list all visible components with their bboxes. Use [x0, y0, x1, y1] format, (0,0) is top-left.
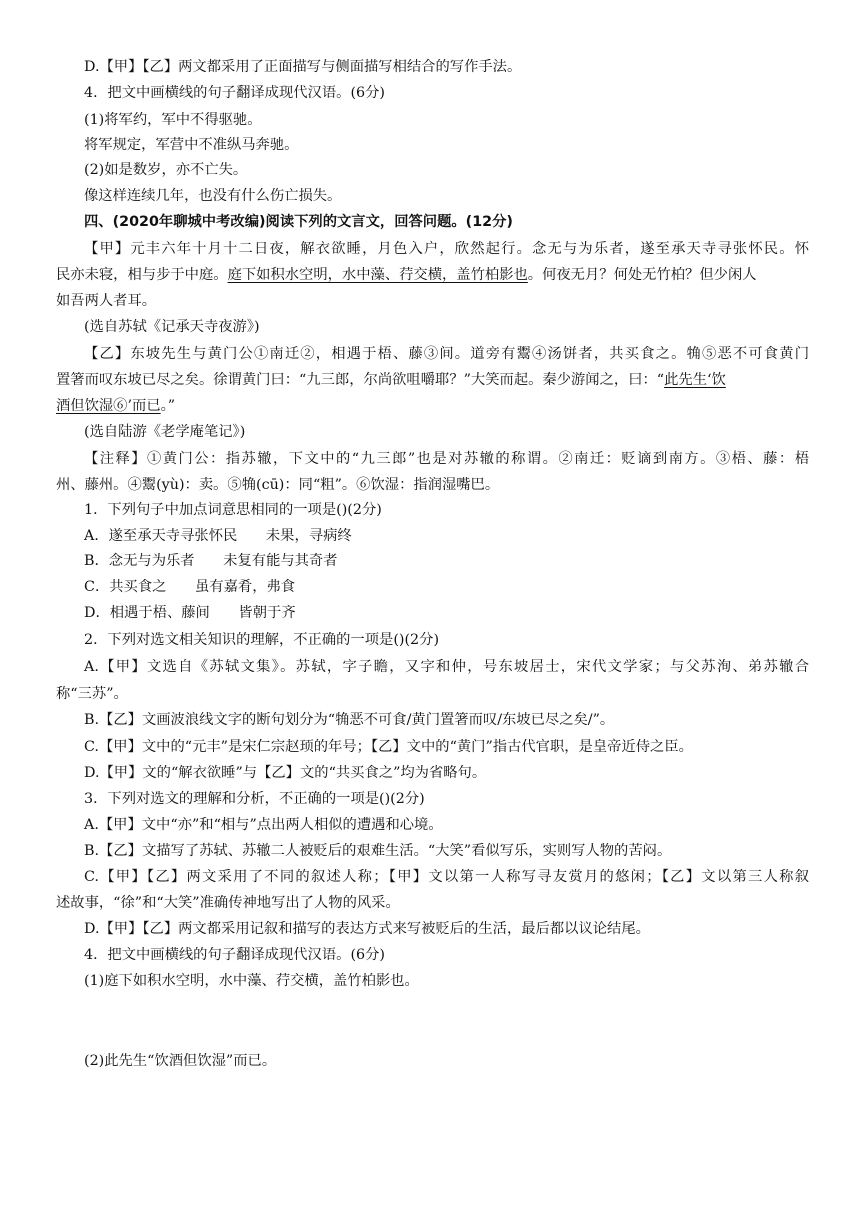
section-4-title: 四、(2020年聊城中考改编)阅读下列的文言文，回答问题。(12分) [84, 214, 513, 230]
prev-option-d: D.【甲】【乙】两文都采用了正面描写与侧面描写相结合的写作手法。 [84, 59, 522, 75]
q1-option-a: A．遂至承天寺寻张怀民 未果，寻病终 [84, 528, 352, 544]
passage-jia-source: (选自苏轼《记承天寺夜游》) [84, 319, 260, 335]
underlined-sentence-2-cont: 酒但饮湿⑥’而已 [56, 398, 161, 414]
prev-q4-answer-1: 将军规定，军营中不准纵马奔驰。 [84, 137, 299, 153]
passage-yi-source: (选自陆游《老学庵笔记》) [84, 424, 246, 440]
prev-q4-answer-2: 像这样连续几年，也没有什么伤亡损失。 [84, 188, 342, 204]
passage-text: 。何夜无月？何处无竹柏？但少闲人 [527, 267, 757, 283]
notes-line-2: 州、藤州。④鬻(yù)：卖。⑤觕(cū)：同“粗”。⑥饮湿：指润湿嘴巴。 [56, 477, 500, 493]
prev-q4-sentence-1: (1)将军约，军中不得驱驰。 [84, 112, 262, 128]
question-4: 4．把文中画横线的句子翻译成现代汉语。(6分) [84, 947, 385, 963]
q4-sentence-1: (1)庭下如积水空明，水中藻、荇交横，盖竹柏影也。 [84, 973, 419, 989]
passage-text: 。” [160, 398, 176, 414]
notes-line-1: 【注释】①黄门公：指苏辙，下文中的“九三郎”也是对苏辙的称谓。②南迁：贬谪到南方。③梧、藤：梧 [84, 451, 809, 467]
underlined-sentence-2: 此先生‘饮 [664, 372, 726, 388]
q2-option-d: D.【甲】文的“解衣欲睡”与【乙】文的“共买食之”均为省略句。 [84, 765, 487, 781]
q3-option-b: B.【乙】文描写了苏轼、苏辙二人被贬后的艰难生活。“大笑”看似写乐，实则写人物的苦闷。 [84, 843, 672, 859]
passage-yi-line-3 [56, 396, 175, 416]
q1-option-d: D．相遇于梧、藤间 皆朝于齐 [84, 605, 296, 621]
question-3: 3．下列对选文的理解和分析，不正确的一项是()(2分) [84, 791, 425, 807]
prev-q4-sentence-2: (2)如是数岁，亦不亡失。 [84, 162, 248, 178]
q1-option-c: C．共买食之 虽有嘉肴，弗食 [84, 579, 296, 595]
q3-option-c-line-2: 述故事，“徐”和“大笑”准确传神地写出了人物的风采。 [56, 895, 400, 911]
passage-jia-line-2 [56, 265, 810, 285]
passage-jia-line-3: 如吾两人者耳。 [56, 293, 157, 309]
passage-yi-line-1: 【乙】东坡先生与黄门公①南迁②，相遇于梧、藤③间。道旁有鬻④汤饼者，共买食之。觕⑤恶不可食黄门 [84, 346, 809, 362]
q4-sentence-2: (2)此先生“饮酒但饮湿”而已。 [84, 1053, 277, 1069]
underlined-sentence-1: 庭下如积水空明，水中藻、荇交横，盖竹柏影也 [227, 267, 528, 283]
passage-yi-line-2 [56, 370, 810, 390]
passage-jia-line-1: 【甲】元丰六年十月十二日夜，解衣欲睡，月色入户，欣然起行。念无与为乐者，遂至承天寺寻张怀民。怀 [84, 241, 809, 257]
q2-option-a-line-1: A.【甲】文选自《苏轼文集》。苏轼，字子瞻，又字和仲，号东坡居士，宋代文学家；与父苏洵、弟苏辙合 [84, 659, 809, 675]
q2-option-c: C.【甲】文中的“元丰”是宋仁宗赵顼的年号；【乙】文中的“黄门”指古代官职，是皇帝近侍之臣。 [84, 739, 693, 755]
q3-option-a: A.【甲】文中“亦”和“相与”点出两人相似的遭遇和心境。 [84, 817, 443, 833]
q2-option-b: B.【乙】文画波浪线文字的断句划分为“觕恶不可食/黄门置箸而叹/东坡已尽之矣/”。 [84, 712, 615, 728]
q3-option-c-line-1: C.【甲】【乙】两文采用了不同的叙述人称；【甲】文以第一人称写寻友赏月的悠闲；【乙】文以第三人称叙 [84, 869, 809, 885]
q3-option-d: D.【甲】【乙】两文都采用记叙和描写的表达方式来写被贬后的生活，最后都以议论结尾。 [84, 921, 650, 937]
prev-question-4: 4．把文中画横线的句子翻译成现代汉语。(6分) [84, 85, 385, 101]
passage-text: 民亦未寝，相与步于中庭。 [56, 267, 228, 283]
q2-option-a-line-2: 称“三苏”。 [56, 686, 128, 702]
passage-text: 置箸而叹东坡已尽之矣。徐谓黄门曰：“九三郎，尔尚欲咀嚼耶？”大笑而起。秦少游闻之，曰：“ [56, 372, 665, 388]
question-1: 1．下列句子中加点词意思相同的一项是()(2分) [84, 502, 382, 518]
q1-option-b: B．念无与为乐者 未复有能与其奇者 [84, 553, 338, 569]
question-2: 2．下列对选文相关知识的理解，不正确的一项是()(2分) [84, 632, 440, 648]
